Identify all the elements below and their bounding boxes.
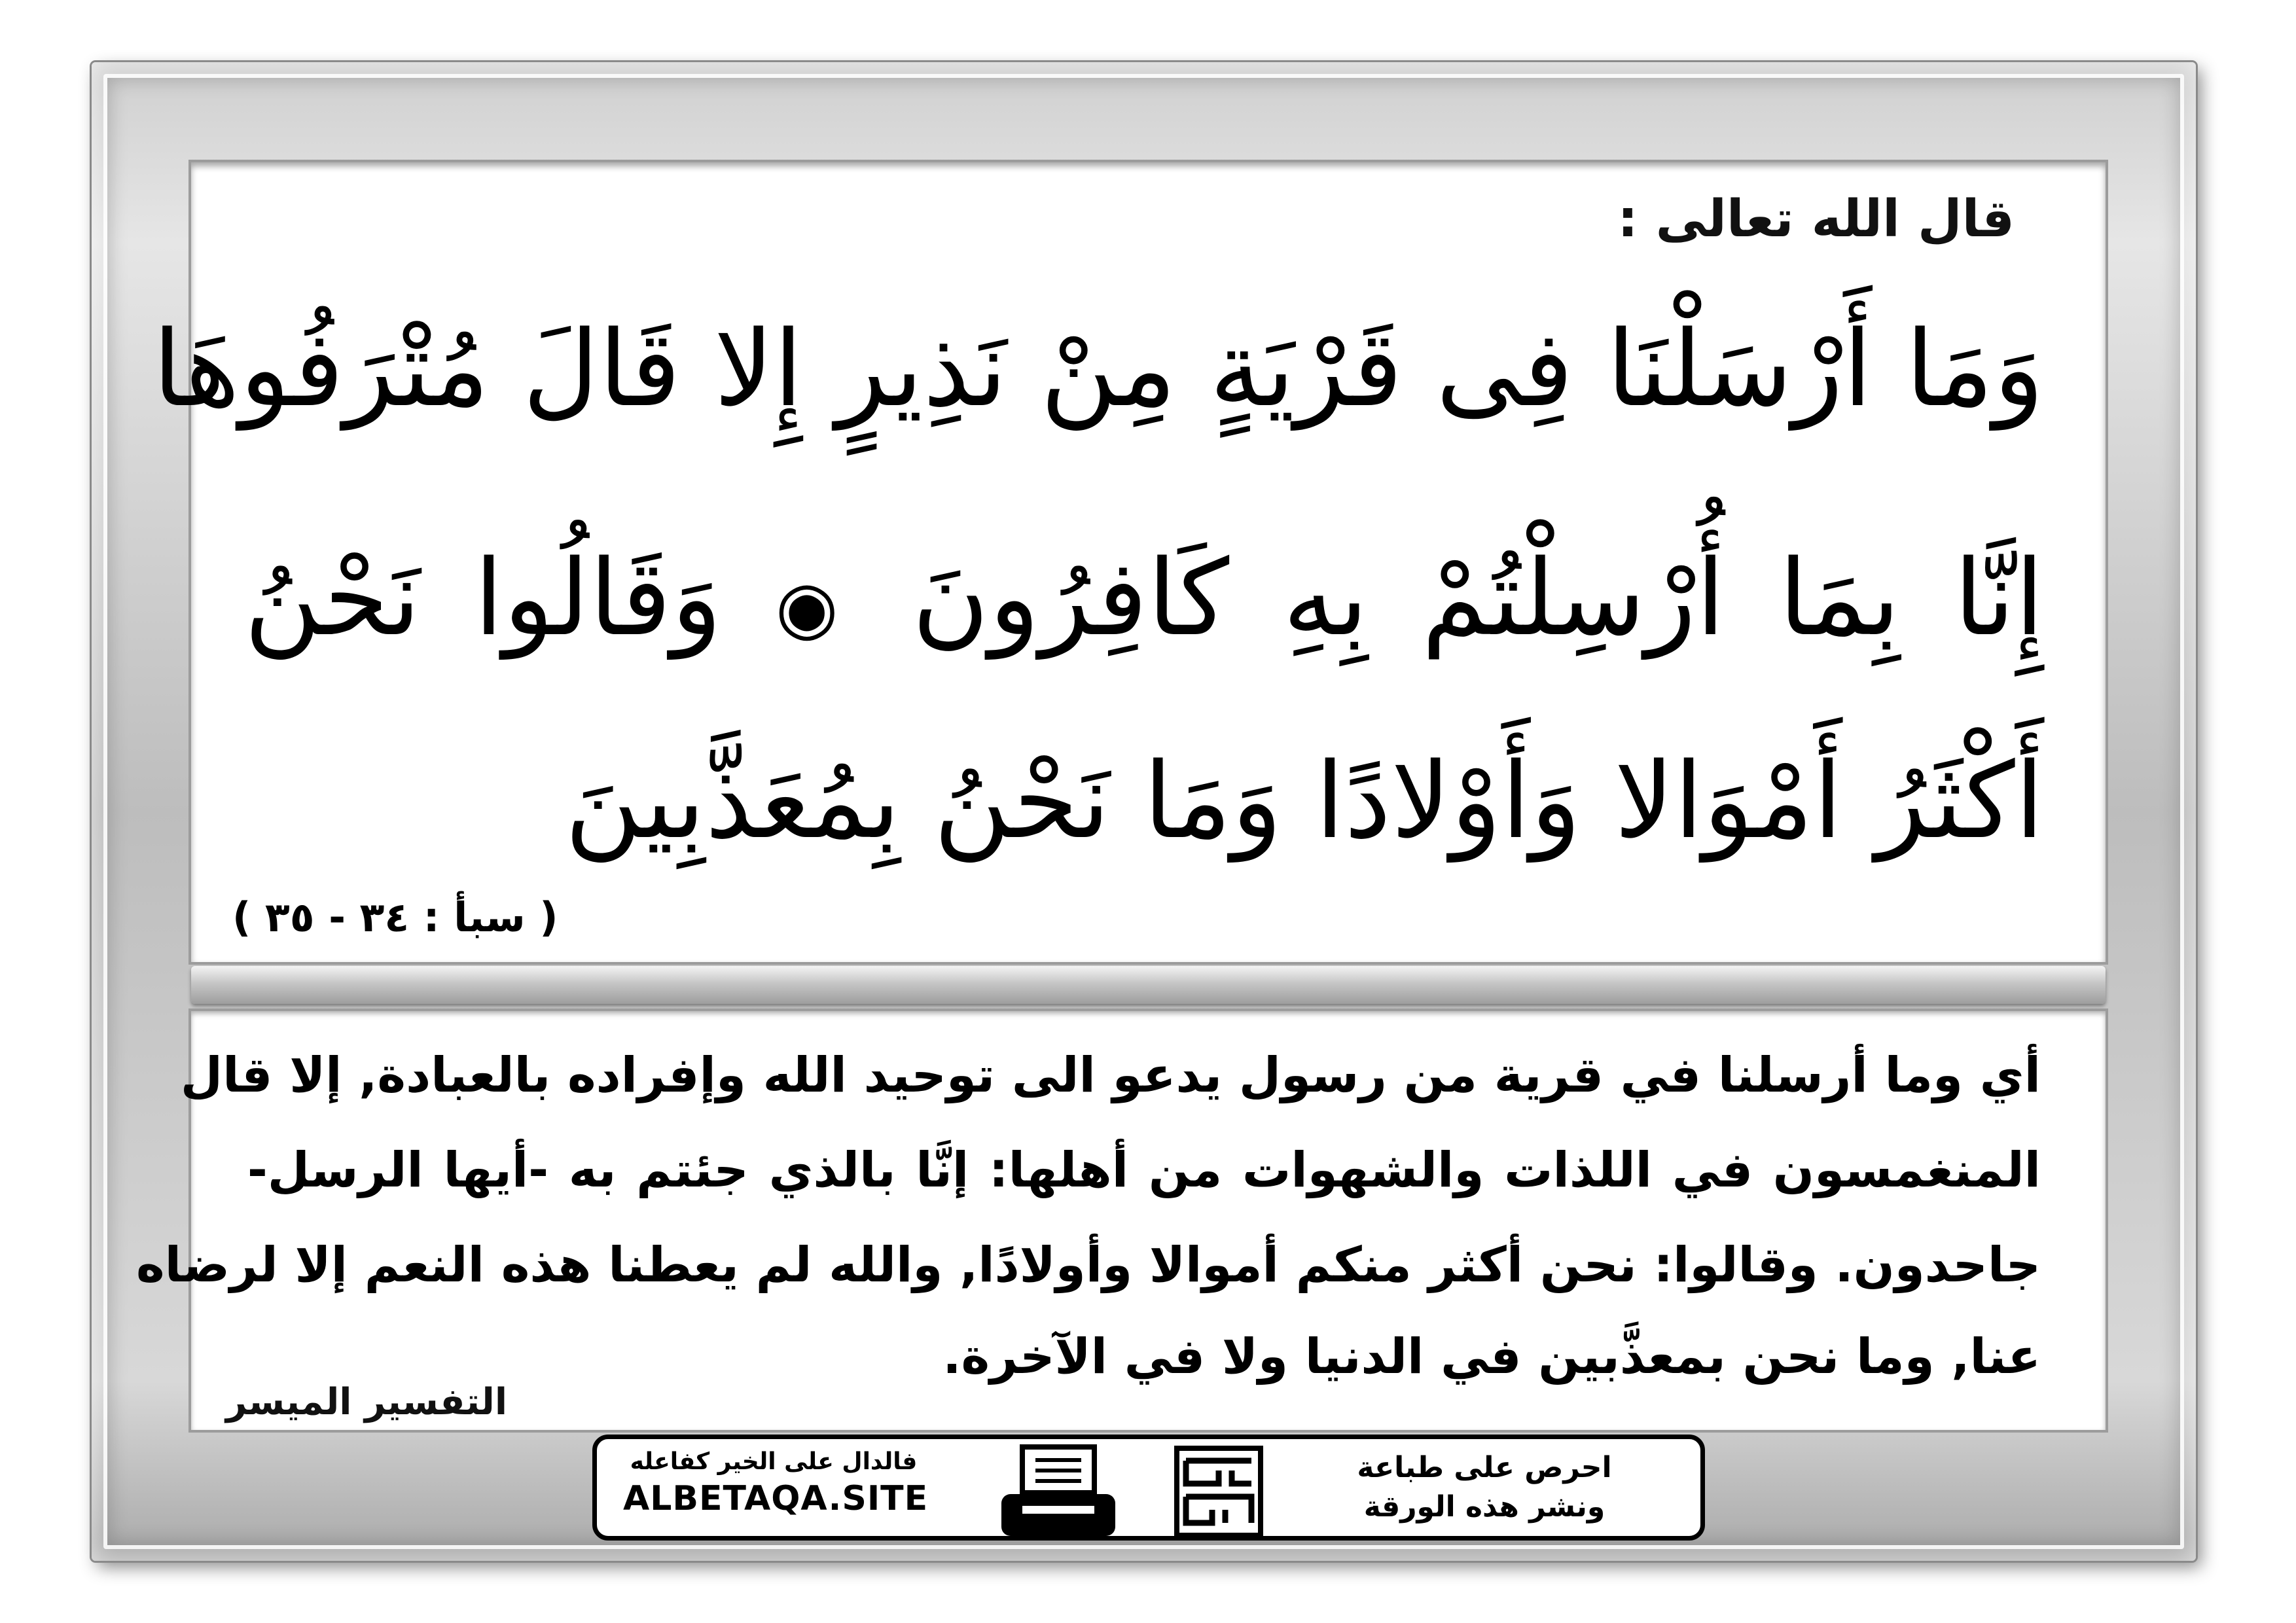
tafsir-line-3: جاحدون. وقالوا: نحن أكثر منكم أموالا وأولادًا, والله لم يعطنا هذه النعم إلا لرضاه: [136, 1237, 2041, 1293]
printer-icon: [996, 1442, 1121, 1540]
footer-right: [1321, 1448, 1648, 1527]
verse-separator-icon: ◉: [775, 565, 859, 649]
footer-right-line-1: احرص على طباعة: [1357, 1451, 1612, 1484]
tafsir-source: التفسير الميسر: [226, 1381, 508, 1423]
tafsir-line-1: أي وما أرسلنا في قرية من رسول يدعو الى توحيد الله وإفراده بالعبادة, إلا قال: [180, 1047, 2041, 1103]
panel-separator: [191, 966, 2106, 1004]
verse-line-1: وَمَا أَرْسَلْنَا فِى قَرْيَةٍ مِنْ نَذِيرٍ إِلا قَالَ مُتْرَفُوهَا: [152, 308, 2044, 430]
footer-site-link[interactable]: ALBETAQA.SITE: [623, 1479, 929, 1518]
footer-right-line-2: ونشر هذه الورقة: [1363, 1490, 1605, 1524]
verse-line-2b: وَقَالُوا نَحْنُ: [244, 537, 722, 659]
verse-line-2a: إِنَّا بِمَا أُرْسِلْتُمْ بِهِ كَافِرُونَ: [912, 537, 2045, 659]
verse-line-3: أَكْثَرُ أَمْوَالا وَأَوْلادًا وَمَا نَحْنُ بِمُعَذَّبِينَ: [564, 740, 2044, 862]
verse-reference: ( سبأ : ٣٤ - ٣٥ ): [232, 893, 558, 941]
logo-icon: [1173, 1444, 1265, 1539]
footer-banner: [592, 1435, 1705, 1541]
footer-slogan: فالدال على الخير كفاعله: [630, 1448, 918, 1475]
tafsir-line-2: المنغمسون في اللذات والشهوات من أهلها: إنَّا بالذي جئتم به -أيها الرسل-: [247, 1142, 2041, 1198]
tafsir-line-4: عنا, وما نحن بمعذَّبين في الدنيا ولا في الآخرة.: [942, 1329, 2041, 1385]
verse-intro: قال الله تعالى :: [1617, 190, 2015, 249]
footer-left: [623, 1448, 929, 1518]
verse-line-2: [244, 537, 2044, 659]
